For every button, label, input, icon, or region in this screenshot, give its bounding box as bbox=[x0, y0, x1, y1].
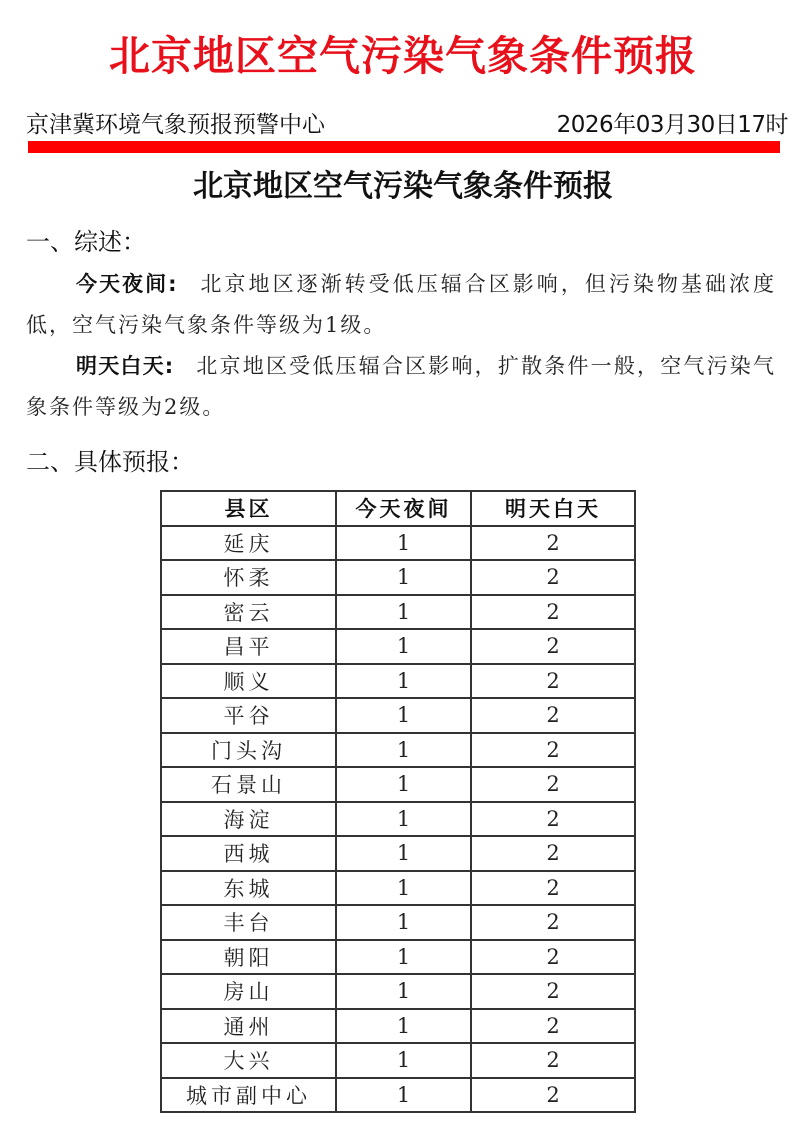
tomorrow-level-cell: 2 bbox=[471, 836, 635, 871]
tomorrow-summary bbox=[26, 346, 776, 428]
tonight-level-cell: 1 bbox=[336, 871, 471, 906]
district-cell: 平谷 bbox=[161, 698, 336, 733]
issue-time: 2026年03月30日17时 bbox=[556, 112, 788, 138]
table-row bbox=[161, 974, 635, 1009]
table-row bbox=[161, 940, 635, 975]
tomorrow-level-cell: 2 bbox=[471, 526, 635, 561]
table-row bbox=[161, 560, 635, 595]
tonight-level-cell: 1 bbox=[336, 664, 471, 699]
tomorrow-level-cell: 2 bbox=[471, 1078, 635, 1113]
tonight-level-cell: 1 bbox=[336, 560, 471, 595]
tomorrow-level-cell: 2 bbox=[471, 871, 635, 906]
tomorrow-level-cell: 2 bbox=[471, 905, 635, 940]
tonight-level-cell: 1 bbox=[336, 802, 471, 837]
district-cell: 房山 bbox=[161, 974, 336, 1009]
district-cell: 大兴 bbox=[161, 1043, 336, 1078]
detail-heading: 二、具体预报： bbox=[26, 448, 194, 476]
tomorrow-level-cell: 2 bbox=[471, 1043, 635, 1078]
district-cell: 密云 bbox=[161, 595, 336, 630]
tonight-level-cell: 1 bbox=[336, 974, 471, 1009]
table-row bbox=[161, 664, 635, 699]
tonight-level-cell: 1 bbox=[336, 526, 471, 561]
table-row bbox=[161, 1078, 635, 1113]
tonight-level-cell: 1 bbox=[336, 1043, 471, 1078]
table-row bbox=[161, 1043, 635, 1078]
table-row bbox=[161, 905, 635, 940]
tonight-level-cell: 1 bbox=[336, 1078, 471, 1113]
main-title: 北京地区空气污染气象条件预报 bbox=[109, 32, 697, 80]
tonight-summary bbox=[26, 264, 776, 346]
table-row bbox=[161, 698, 635, 733]
district-cell: 西城 bbox=[161, 836, 336, 871]
table-row bbox=[161, 595, 635, 630]
tonight-level-cell: 1 bbox=[336, 733, 471, 768]
issuer-name: 京津冀环境气象预报预警中心 bbox=[26, 112, 325, 138]
tomorrow-level-cell: 2 bbox=[471, 1009, 635, 1044]
district-cell: 通州 bbox=[161, 1009, 336, 1044]
tomorrow-level-cell: 2 bbox=[471, 595, 635, 630]
table-row bbox=[161, 802, 635, 837]
tonight-label: 今天夜间: bbox=[76, 272, 178, 296]
tomorrow-level-cell: 2 bbox=[471, 629, 635, 664]
table-row bbox=[161, 629, 635, 664]
tonight-text: 北京地区逐渐转受低压辐合区影响，但污染物基础浓度低，空气污染气象条件等级为1级。 bbox=[26, 272, 776, 337]
district-cell: 丰台 bbox=[161, 905, 336, 940]
header-district: 县区 bbox=[161, 491, 336, 526]
tonight-level-cell: 1 bbox=[336, 940, 471, 975]
tonight-level-cell: 1 bbox=[336, 1009, 471, 1044]
district-cell: 海淀 bbox=[161, 802, 336, 837]
tonight-level-cell: 1 bbox=[336, 905, 471, 940]
district-cell: 石景山 bbox=[161, 767, 336, 802]
tonight-level-cell: 1 bbox=[336, 629, 471, 664]
district-cell: 城市副中心 bbox=[161, 1078, 336, 1113]
document-title: 北京地区空气污染气象条件预报 bbox=[193, 169, 613, 204]
table-row bbox=[161, 1009, 635, 1044]
district-cell: 朝阳 bbox=[161, 940, 336, 975]
header-divider bbox=[28, 141, 780, 153]
district-cell: 门头沟 bbox=[161, 733, 336, 768]
tomorrow-level-cell: 2 bbox=[471, 698, 635, 733]
district-cell: 怀柔 bbox=[161, 560, 336, 595]
tomorrow-level-cell: 2 bbox=[471, 802, 635, 837]
table-row bbox=[161, 526, 635, 561]
tonight-level-cell: 1 bbox=[336, 767, 471, 802]
table-header-row bbox=[161, 491, 635, 526]
district-cell: 东城 bbox=[161, 871, 336, 906]
tonight-level-cell: 1 bbox=[336, 698, 471, 733]
tomorrow-text: 北京地区受低压辐合区影响，扩散条件一般，空气污染气象条件等级为2级。 bbox=[26, 354, 776, 419]
district-cell: 延庆 bbox=[161, 526, 336, 561]
tomorrow-level-cell: 2 bbox=[471, 767, 635, 802]
table-row bbox=[161, 836, 635, 871]
tomorrow-level-cell: 2 bbox=[471, 664, 635, 699]
tomorrow-level-cell: 2 bbox=[471, 560, 635, 595]
table-row bbox=[161, 767, 635, 802]
tomorrow-label: 明天白天: bbox=[76, 354, 175, 378]
table-row bbox=[161, 871, 635, 906]
tonight-level-cell: 1 bbox=[336, 836, 471, 871]
header-tonight: 今天夜间 bbox=[336, 491, 471, 526]
forecast-table bbox=[160, 490, 636, 1113]
district-cell: 昌平 bbox=[161, 629, 336, 664]
summary-heading: 一、综述： bbox=[26, 228, 146, 256]
tonight-level-cell: 1 bbox=[336, 595, 471, 630]
header-tomorrow: 明天白天 bbox=[471, 491, 635, 526]
tomorrow-level-cell: 2 bbox=[471, 940, 635, 975]
tomorrow-level-cell: 2 bbox=[471, 733, 635, 768]
table-row bbox=[161, 733, 635, 768]
district-cell: 顺义 bbox=[161, 664, 336, 699]
tomorrow-level-cell: 2 bbox=[471, 974, 635, 1009]
